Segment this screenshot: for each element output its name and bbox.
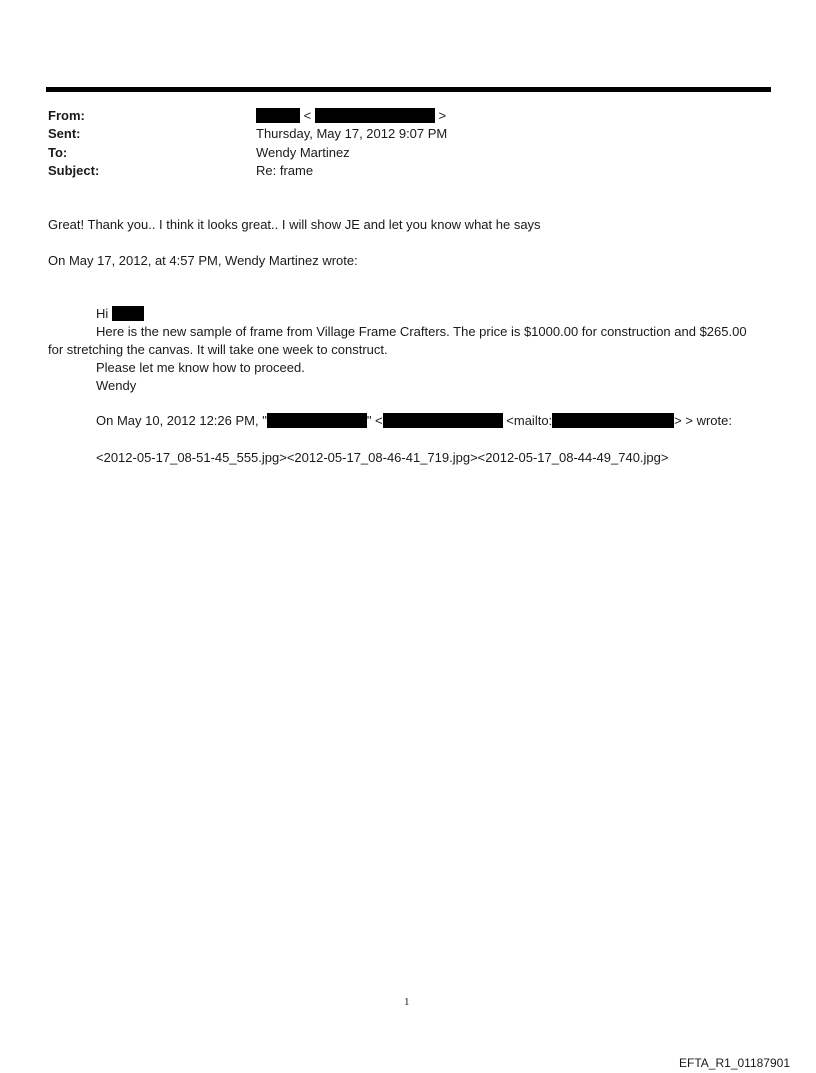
subject-value: Re: frame — [256, 163, 314, 178]
to-value: Wendy Martinez — [256, 145, 350, 160]
from-value — [256, 108, 446, 123]
from-label: From: — [48, 108, 85, 123]
subject-label: Subject: — [48, 163, 100, 178]
paragraph-line-1: Here is the new sample of frame from Village Frame Crafters. The price is $1000.00 for construction and $265.00 — [96, 324, 747, 339]
nested-quote-line — [96, 413, 732, 428]
redaction-block — [383, 413, 503, 428]
redaction-block — [112, 306, 144, 321]
nested-suffix: > > wrote: — [674, 413, 732, 428]
signature: Wendy — [96, 378, 137, 393]
redaction-block — [256, 108, 300, 123]
redaction-block — [315, 108, 435, 123]
nested-mailto: <mailto: — [506, 413, 553, 428]
to-label: To: — [48, 145, 68, 160]
paragraph-line-2: for stretching the canvas. It will take one week to construct. — [48, 342, 388, 357]
nested-mid: " < — [366, 413, 383, 428]
document-id: EFTA_R1_01187901 — [679, 1056, 790, 1070]
nested-prefix: On May 10, 2012 12:26 PM, " — [96, 413, 267, 428]
attachments-line: <2012-05-17_08-51-45_555.jpg><2012-05-17_08-46-41_719.jpg><2012-05-17_08-44-49_740.jpg> — [96, 450, 669, 465]
greeting-line — [96, 306, 144, 321]
page-number: 1 — [404, 996, 410, 1008]
redaction-block — [552, 413, 674, 428]
quote-intro: On May 17, 2012, at 4:57 PM, Wendy Martinez wrote: — [48, 253, 358, 268]
from-gt: > — [438, 108, 447, 123]
sent-value: Thursday, May 17, 2012 9:07 PM — [256, 126, 448, 141]
sent-label: Sent: — [48, 126, 81, 141]
reply-text: Great! Thank you.. I think it looks great.. I will show JE and let you know what he says — [48, 217, 541, 232]
from-lt: < — [303, 108, 312, 123]
header-rule — [46, 87, 771, 92]
greeting-text: Hi — [96, 306, 109, 321]
redaction-block — [267, 413, 367, 428]
proceed-line: Please let me know how to proceed. — [96, 360, 305, 375]
